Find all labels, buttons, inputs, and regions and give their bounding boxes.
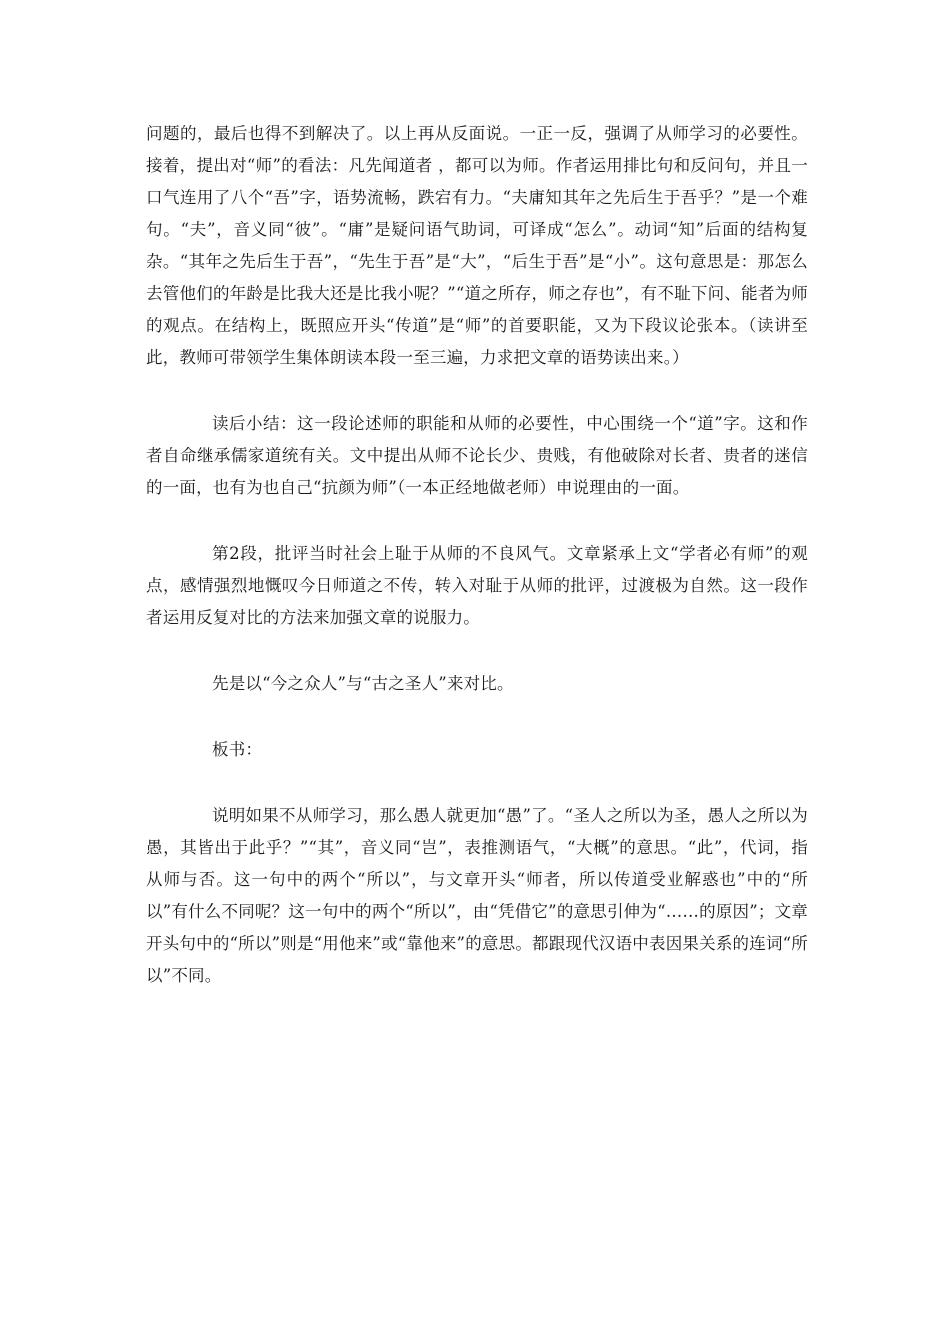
paragraph-analysis: 问题的，最后也得不到解决了。以上再从反面说。一正一反，强调了从师学习的必要性。接着，提出对“师”的看法：凡先闻道者 ，都可以为师。作者运用排比句和反问句，并且一口气连用了八个“吾”字，语势流畅，跌宕有力。“夫庸知其年之先后生于吾乎？”是一个难句。“夫”，音义同“彼”。“庸”是疑问语气助词，可译成“怎么”。动词“知”后面的结构复杂。“其年之先后生于吾”，“先生于吾”是“大”，“后生于吾”是“小”。这句意思是：那怎么去管他们的年龄是比我大还是比我小呢？”“道之所存，师之存也”，有不耻下问、能者为师的观点。在结构上，既照应开头“传道”是“师”的首要职能，又为下段议论张本。（读讲至此，教师可带领学生集体朗读本段一至三遍，力求把文章的语势读出来。） [146,124,808,367]
paragraph-board-note: 板书： [212,740,263,759]
paragraph-section-2: 第2段，批评当时社会上耻于从师的不良风气。文章紧承上文“学者必有师”的观点，感情强烈地慨叹今日师道之不传，转入对耻于从师的批评，过渡极为自然。这一段作者运用反复对比的方法来加强文章的说服力。 [146,544,808,627]
paragraph-summary: 读后小结：这一段论述师的职能和从师的必要性，中心围绕一个“道”字。这和作者自命继承儒家道统有关。文中提出从师不论长少、贵贱，有他破除对长者、贵者的迷信的一面，也有为也自己“抗颜为师”（一本正经地做老师）申说理由的一面。 [146,414,808,497]
paragraph-explanation: 说明如果不从师学习，那么愚人就更加“愚”了。“圣人之所以为圣，愚人之所以为愚，其皆出于此乎？”“其”，音义同“岂”，表推测语气，“大概”的意思。“此”，代词，指从师与否。这一句中的两个“所以”，与文章开头“师者，所以传道受业解惑也”中的“所以”有什么不同呢？这一句中的两个“所以”，由“凭借它”的意思引伸为“……的原因”；文章开头句中的“所以”则是“用他来”或“靠他来”的意思。都跟现代汉语中表因果关系的连词“所以”不同。 [146,806,808,985]
paragraph-contrast: 先是以“今之众人”与“古之圣人”来对比。 [212,674,514,693]
document-page [146,118,808,992]
